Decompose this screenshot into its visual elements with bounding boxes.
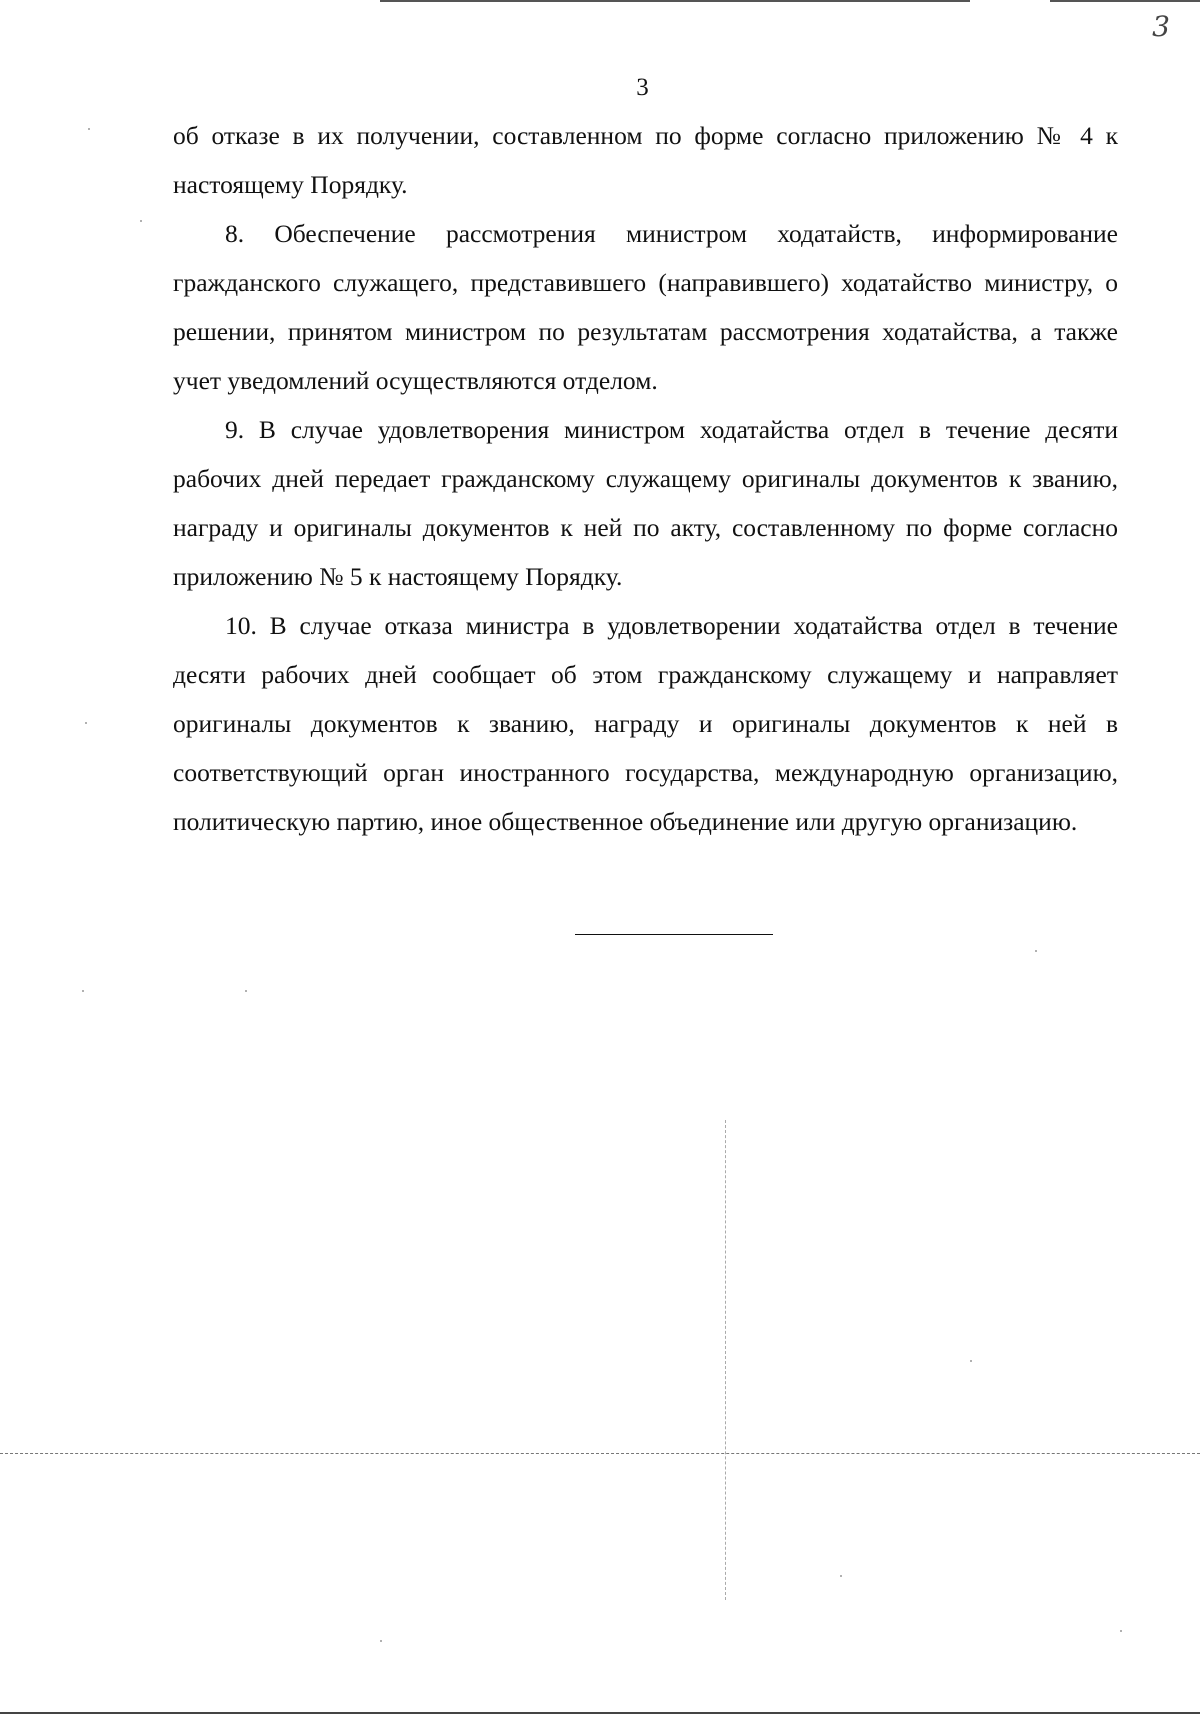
handwritten-page-mark: 3 bbox=[1152, 10, 1170, 43]
top-scan-rule-right bbox=[1050, 0, 1200, 2]
fold-line-vertical bbox=[725, 1120, 726, 1600]
scan-speck bbox=[380, 1640, 382, 1642]
document-body bbox=[173, 111, 1118, 846]
page-number: 3 bbox=[636, 74, 649, 101]
paragraph-9: 9. В случае удовлетворения министром ходатайства отдел в течение десяти рабочих дней передает гражданскому служащему оригиналы документов к званию, награду и оригиналы документов к ней по акту, составленному по форме согласно приложению № 5 к настоящему Порядку. bbox=[173, 415, 1118, 591]
scan-speck bbox=[245, 990, 247, 992]
scan-speck bbox=[82, 990, 84, 992]
paragraph-continuation: об отказе в их получении, составленном по форме согласно приложению № 4 к настоящему Порядку. bbox=[173, 121, 1118, 199]
scan-speck bbox=[970, 1360, 972, 1362]
scan-speck bbox=[140, 220, 142, 222]
fold-line-horizontal bbox=[0, 1453, 1200, 1454]
paragraph-10: 10. В случае отказа министра в удовлетворении ходатайства отдел в течение десяти рабочих дней сообщает об этом гражданскому служащему и направляет оригиналы документов к званию, награду и оригиналы документов к ней в соответствующий орган иностранного государства, международную организацию, политическую партию, иное общественное объединение или другую организацию. bbox=[173, 611, 1118, 836]
scan-speck bbox=[88, 128, 90, 130]
top-scan-rule bbox=[380, 0, 970, 2]
scan-speck bbox=[840, 1575, 842, 1577]
end-of-text-rule bbox=[575, 934, 773, 935]
paragraph-8: 8. Обеспечение рассмотрения министром ходатайств, информирование гражданского служащего, представившего (направившего) ходатайство министру, о решении, принятом министром по результатам рассмотрения ходатайства, а также учет уведомлений осуществляются отделом. bbox=[173, 219, 1118, 395]
scan-speck bbox=[1120, 1630, 1122, 1632]
scan-speck bbox=[1035, 950, 1037, 952]
scan-speck bbox=[85, 722, 87, 724]
bottom-scan-rule bbox=[0, 1712, 1200, 1714]
